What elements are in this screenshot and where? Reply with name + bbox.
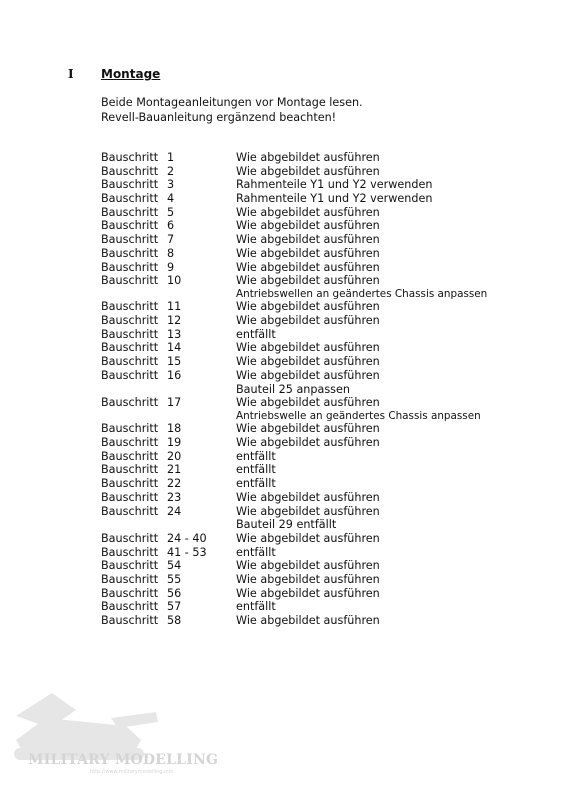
step-row	[101, 247, 487, 261]
step-row	[101, 300, 487, 314]
step-row	[101, 165, 487, 179]
step-row	[101, 546, 487, 560]
step-action: Rahmenteile Y1 und Y2 verwenden	[236, 178, 433, 192]
step-action: Wie abgebildet ausführen	[236, 164, 380, 178]
step-label	[101, 288, 167, 301]
step-action: entfällt	[236, 463, 276, 477]
step-row	[101, 328, 487, 342]
step-row	[101, 422, 487, 436]
step-number	[167, 518, 236, 532]
step-label: Bauschritt	[101, 246, 159, 260]
step-number: 57	[167, 600, 182, 614]
step-row	[101, 491, 487, 505]
step-label	[101, 383, 167, 397]
step-row	[101, 178, 487, 192]
step-row	[101, 573, 487, 587]
step-action: Wie abgebildet ausführen	[236, 355, 380, 369]
step-row	[101, 274, 487, 288]
step-action: Wie abgebildet ausführen	[236, 341, 380, 355]
intro-text	[101, 96, 363, 125]
step-row	[101, 518, 487, 532]
step-action: Wie abgebildet ausführen	[236, 586, 380, 600]
step-action: Wie abgebildet ausführen	[236, 504, 380, 518]
step-label: Bauschritt	[101, 314, 159, 328]
step-row	[101, 600, 487, 614]
step-number: 10	[167, 274, 182, 288]
step-action: Wie abgebildet ausführen	[236, 219, 380, 233]
step-label: Bauschritt	[101, 586, 159, 600]
step-number: 11	[167, 300, 182, 314]
step-label: Bauschritt	[101, 327, 159, 341]
step-number	[167, 288, 236, 301]
step-label: Bauschritt	[101, 151, 159, 164]
step-action: Wie abgebildet ausführen	[236, 246, 380, 260]
step-action: Bauteil 29 entfällt	[236, 518, 337, 532]
step-label: Bauschritt	[101, 233, 159, 247]
step-number: 14	[167, 341, 182, 355]
step-action: Wie abgebildet ausführen	[236, 205, 380, 219]
step-row	[101, 410, 487, 423]
step-label: Bauschritt	[101, 463, 159, 477]
step-number: 58	[167, 614, 182, 627]
step-row	[101, 383, 487, 397]
step-row	[101, 559, 487, 573]
step-number: 17	[167, 396, 182, 410]
step-label: Bauschritt	[101, 178, 159, 192]
step-number: 15	[167, 355, 182, 369]
step-label: Bauschritt	[101, 545, 159, 559]
step-label: Bauschritt	[101, 164, 159, 178]
step-number: 1	[167, 151, 175, 164]
step-action: Wie abgebildet ausführen	[236, 490, 380, 504]
step-action: Antriebswelle an geändertes Chassis anpassen	[236, 409, 481, 422]
step-number: 56	[167, 586, 182, 600]
step-row	[101, 206, 487, 220]
step-label: Bauschritt	[101, 274, 159, 288]
step-row	[101, 532, 487, 546]
step-label: Bauschritt	[101, 504, 159, 518]
step-number: 20	[167, 449, 182, 463]
section-number: I	[68, 67, 74, 81]
step-label: Bauschritt	[101, 219, 159, 233]
step-action: Antriebswellen an geändertes Chassis anpassen	[236, 287, 488, 300]
intro-line: Revell-Bauanleitung ergänzend beachten!	[101, 110, 337, 124]
step-number: 6	[167, 219, 175, 233]
step-row	[101, 192, 487, 206]
step-label: Bauschritt	[101, 300, 159, 314]
step-number: 24	[167, 504, 182, 518]
step-row	[101, 261, 487, 275]
step-action: Wie abgebildet ausführen	[236, 559, 380, 573]
step-number: 23	[167, 490, 182, 504]
step-row	[101, 369, 487, 383]
step-number: 4	[167, 192, 175, 206]
step-action: entfällt	[236, 327, 276, 341]
step-row	[101, 288, 487, 301]
step-action: Wie abgebildet ausführen	[236, 614, 380, 627]
intro-line: Beide Montageanleitungen vor Montage lesen.	[101, 96, 363, 109]
step-label: Bauschritt	[101, 341, 159, 355]
step-number	[167, 410, 236, 423]
section-title: Montage	[101, 67, 161, 81]
step-row	[101, 341, 487, 355]
step-label: Bauschritt	[101, 477, 159, 491]
watermark-text: MILITARY MODELLING	[28, 752, 219, 768]
step-row	[101, 450, 487, 464]
assembly-steps-list	[101, 151, 487, 628]
step-number: 8	[167, 246, 175, 260]
step-number: 12	[167, 314, 182, 328]
step-action: Wie abgebildet ausführen	[236, 436, 380, 450]
step-row	[101, 477, 487, 491]
step-action: Wie abgebildet ausführen	[236, 260, 380, 274]
step-row	[101, 355, 487, 369]
step-row	[101, 614, 487, 628]
step-number: 16	[167, 368, 182, 382]
step-row	[101, 219, 487, 233]
step-number: 19	[167, 436, 182, 450]
step-number: 13	[167, 327, 182, 341]
step-label	[101, 518, 167, 532]
step-action: entfällt	[236, 600, 276, 614]
step-label: Bauschritt	[101, 422, 159, 436]
step-row	[101, 314, 487, 328]
step-label: Bauschritt	[101, 205, 159, 219]
step-number: 3	[167, 178, 175, 192]
step-action: Wie abgebildet ausführen	[236, 300, 380, 314]
step-label: Bauschritt	[101, 559, 159, 573]
step-row	[101, 436, 487, 450]
step-action: Wie abgebildet ausführen	[236, 233, 380, 247]
step-action: Wie abgebildet ausführen	[236, 368, 380, 382]
step-number: 18	[167, 422, 182, 436]
step-action: entfällt	[236, 449, 276, 463]
step-label: Bauschritt	[101, 355, 159, 369]
step-action: Wie abgebildet ausführen	[236, 422, 380, 436]
step-label: Bauschritt	[101, 396, 159, 410]
step-number: 55	[167, 572, 182, 586]
step-action: Wie abgebildet ausführen	[236, 314, 380, 328]
step-action: Wie abgebildet ausführen	[236, 274, 380, 288]
step-row	[101, 505, 487, 519]
step-number: 24 - 40	[167, 531, 207, 545]
step-row	[101, 587, 487, 601]
step-action: Rahmenteile Y1 und Y2 verwenden	[236, 192, 433, 206]
step-row	[101, 396, 487, 410]
step-label: Bauschritt	[101, 368, 159, 382]
step-number: 7	[167, 233, 175, 247]
watermark-url: http://www.militarymodelling.info	[90, 769, 174, 775]
step-row	[101, 151, 487, 165]
step-label: Bauschritt	[101, 192, 159, 206]
step-number: 21	[167, 463, 182, 477]
step-number	[167, 383, 236, 397]
step-number: 54	[167, 559, 182, 573]
step-label: Bauschritt	[101, 572, 159, 586]
step-row	[101, 233, 487, 247]
step-action: Wie abgebildet ausführen	[236, 572, 380, 586]
step-label: Bauschritt	[101, 614, 159, 627]
step-number: 5	[167, 205, 175, 219]
step-row	[101, 463, 487, 477]
step-number: 9	[167, 260, 175, 274]
step-action: Wie abgebildet ausführen	[236, 151, 380, 164]
step-number: 2	[167, 164, 175, 178]
step-label: Bauschritt	[101, 490, 159, 504]
step-label: Bauschritt	[101, 436, 159, 450]
step-action: Wie abgebildet ausführen	[236, 396, 380, 410]
step-number: 22	[167, 477, 182, 491]
step-label: Bauschritt	[101, 531, 159, 545]
step-label: Bauschritt	[101, 449, 159, 463]
step-label: Bauschritt	[101, 260, 159, 274]
step-label: Bauschritt	[101, 600, 159, 614]
step-action: Bauteil 25 anpassen	[236, 382, 350, 396]
step-action: entfällt	[236, 477, 276, 491]
step-action: Wie abgebildet ausführen	[236, 531, 380, 545]
step-action: entfällt	[236, 545, 276, 559]
step-number: 41 - 53	[167, 545, 207, 559]
step-label	[101, 410, 167, 423]
